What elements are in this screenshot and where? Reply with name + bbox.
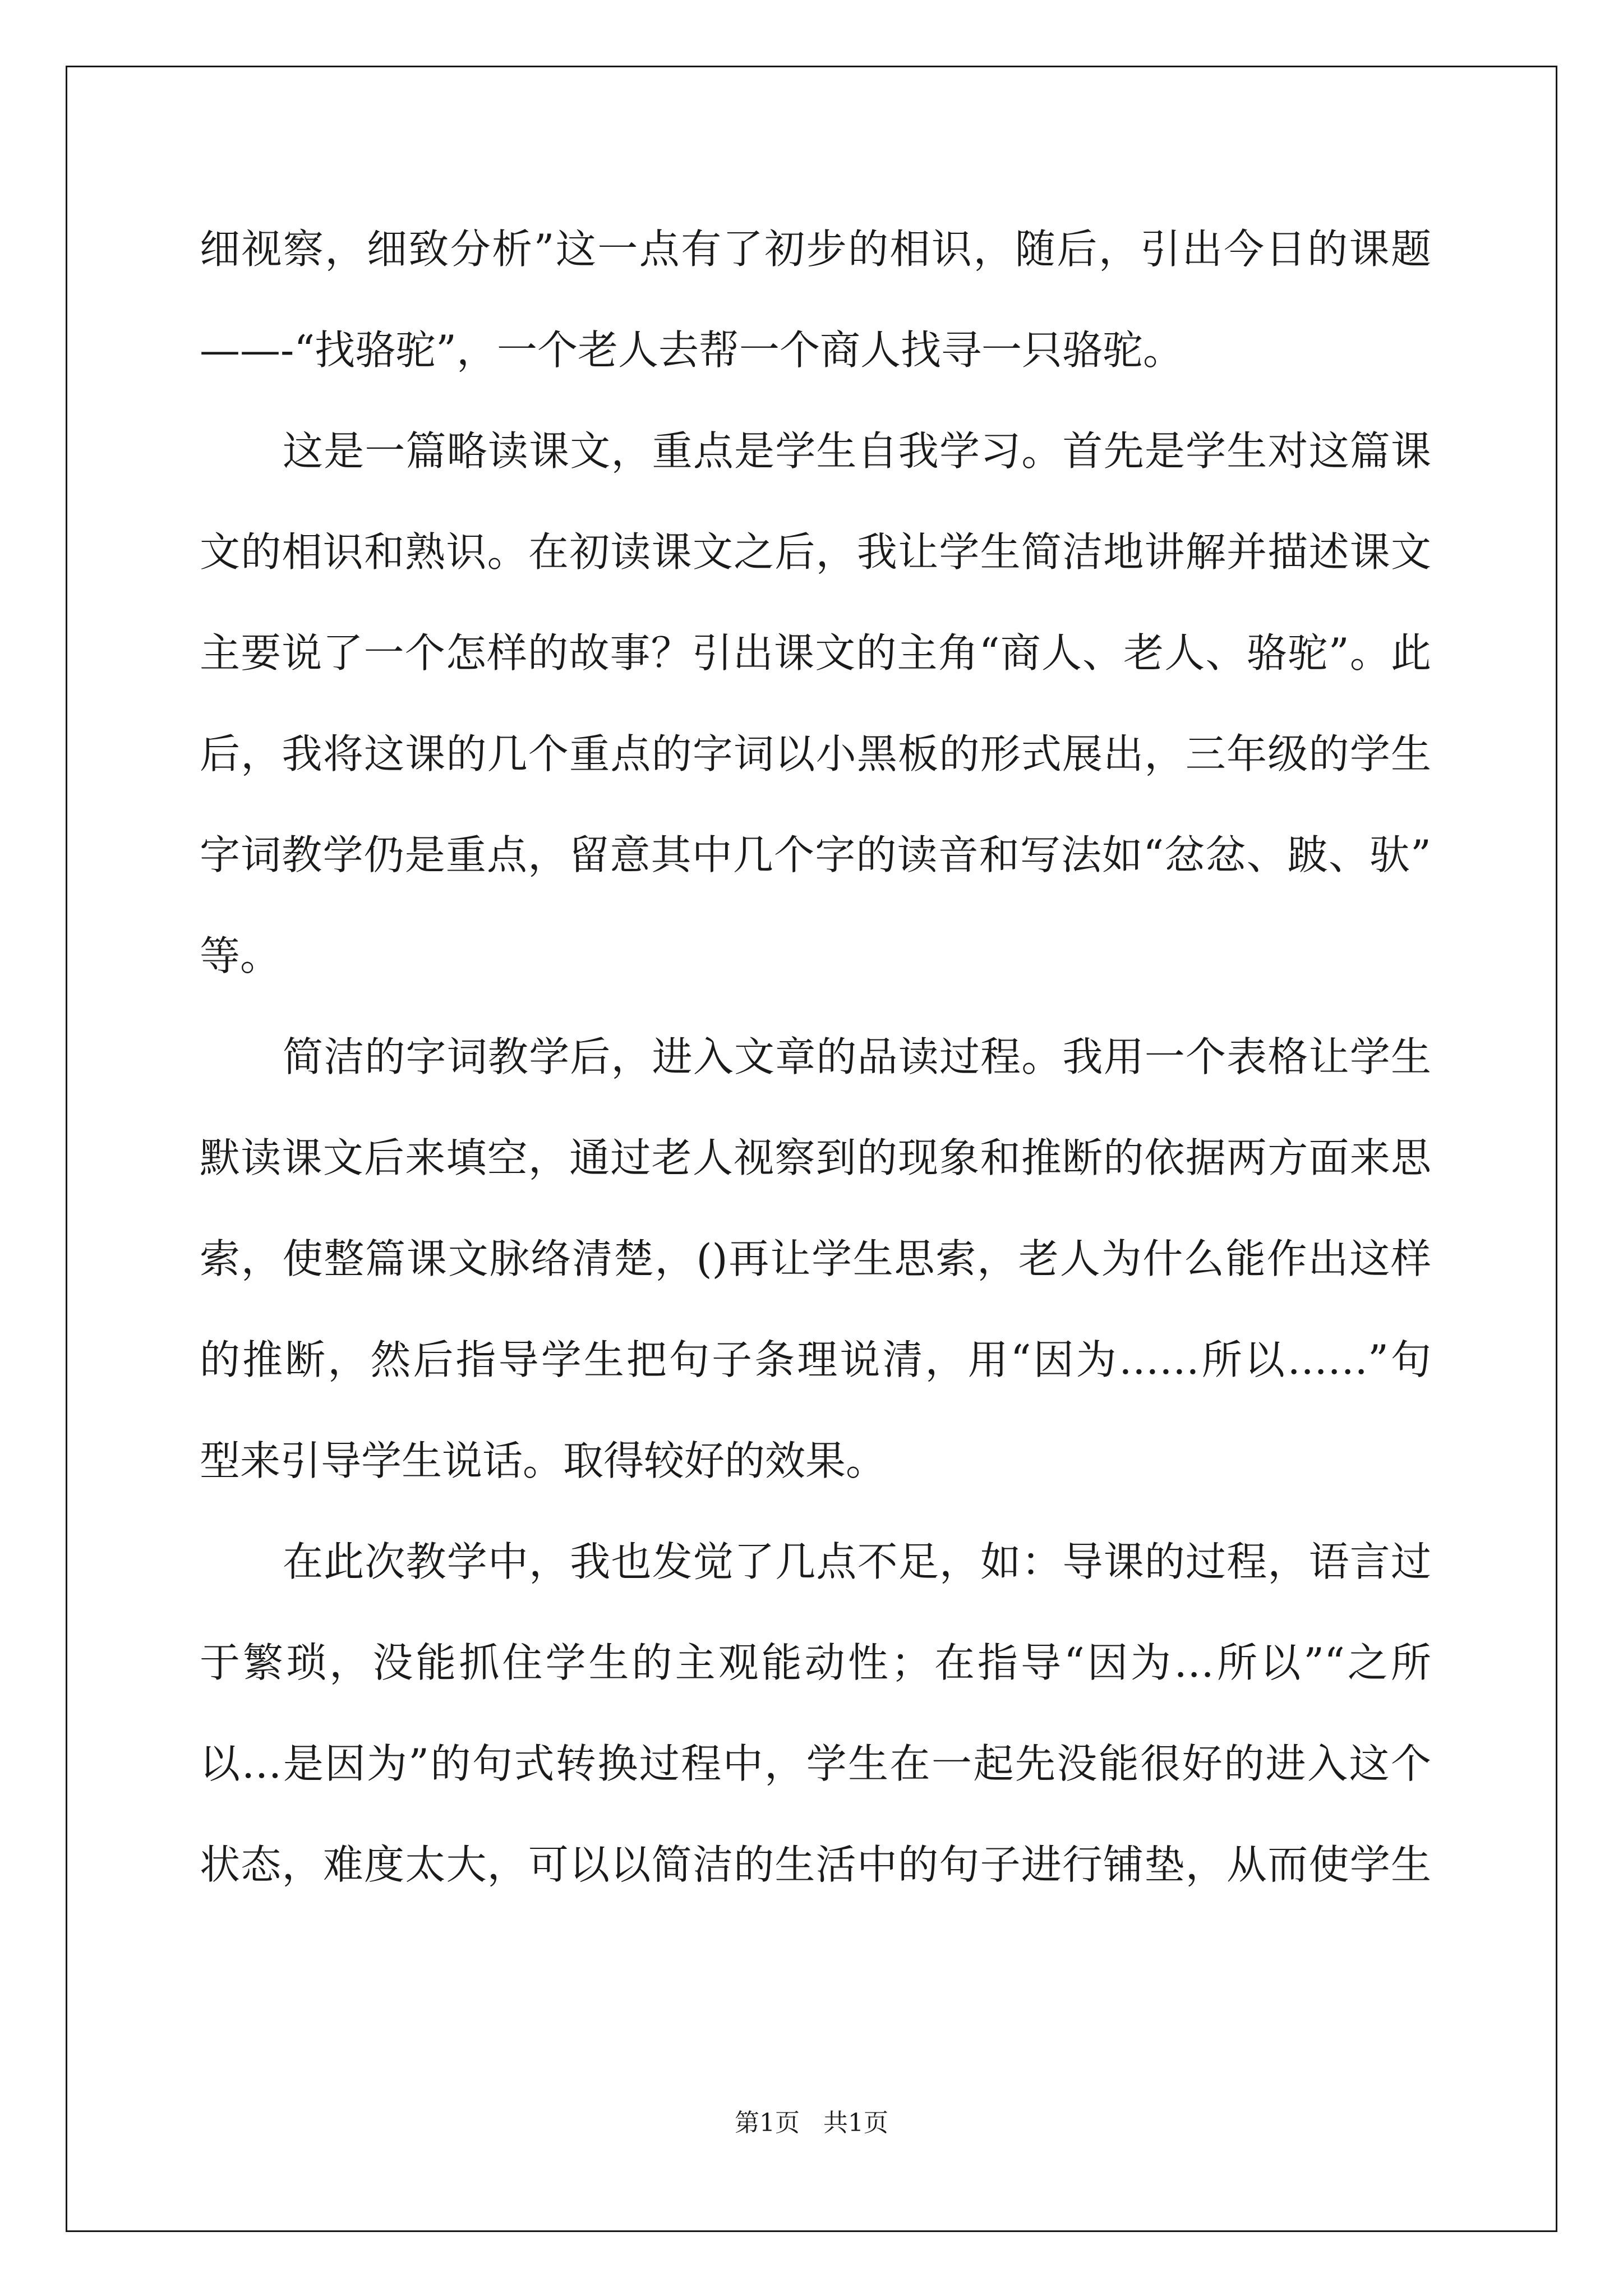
text-line-11: 索，使整篇课文脉络清楚，()再让学生思索，老人为什么能作出这样 xyxy=(200,1235,1431,1282)
text-line-8: 等。 xyxy=(200,932,281,979)
page-number-footer: 第1页 共1页 xyxy=(735,2109,888,2137)
text-line-7: 字词教学仍是重点，留意其中几个字的读音和写法如“忿忿、跛、驮” xyxy=(200,831,1431,878)
text-line-12: 的推断，然后指导学生把句子条理说清，用“因为……所以……”句 xyxy=(200,1336,1431,1383)
document-body xyxy=(200,209,1431,1925)
text-line-9: 简洁的字词教学后，进入文章的品读过程。我用一个表格让学生 xyxy=(283,1033,1431,1080)
text-line-14: 在此次教学中，我也发觉了几点不足，如：导课的过程，语言过 xyxy=(283,1538,1431,1585)
text-line-2: ——-“找骆驼”，一个老人去帮一个商人找寻一只骆驼。 xyxy=(200,326,1183,374)
text-line-5: 主要说了一个怎样的故事？引出课文的主角“商人、老人、骆驼”。此 xyxy=(200,629,1431,677)
text-line-1: 细视察，细致分析”这一点有了初步的相识，随后，引出今日的课题 xyxy=(200,226,1431,273)
text-line-17: 状态，难度太大，可以以简洁的生活中的句子进行铺垫，从而使学生 xyxy=(200,1841,1431,1888)
text-line-3: 这是一篇略读课文，重点是学生自我学习。首先是学生对这篇课 xyxy=(283,427,1431,475)
text-line-10: 默读课文后来填空，通过老人视察到的现象和推断的依据两方面来思 xyxy=(200,1134,1431,1181)
text-line-4: 文的相识和熟识。在初读课文之后，我让学生简洁地讲解并描述课文 xyxy=(200,528,1431,576)
text-line-13: 型来引导学生说话。取得较好的效果。 xyxy=(200,1437,887,1484)
text-line-15: 于繁琐，没能抓住学生的主观能动性；在指导“因为…所以”“之所 xyxy=(200,1639,1431,1686)
text-line-16: 以…是因为”的句式转换过程中，学生在一起先没能很好的进入这个 xyxy=(200,1740,1431,1787)
text-line-6: 后，我将这课的几个重点的字词以小黑板的形式展出，三年级的学生 xyxy=(200,730,1431,777)
